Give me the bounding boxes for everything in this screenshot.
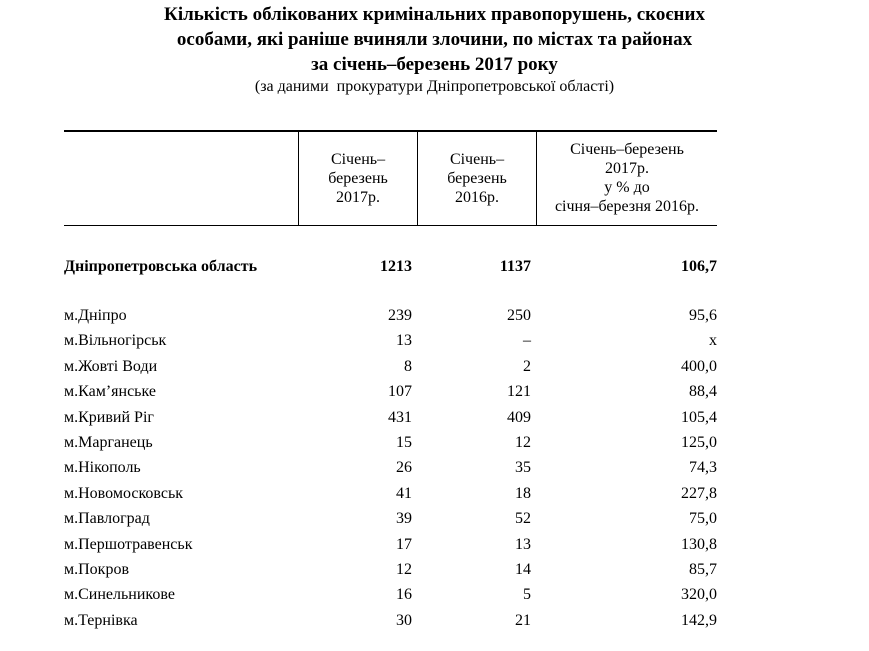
document-subtitle: (за даними прокуратури Дніпропетровської області) — [254, 78, 615, 95]
table-row — [64, 532, 717, 557]
row-value-2017: 107 — [388, 383, 412, 401]
row-value-2016: 12 — [515, 434, 531, 451]
row-value-percent: 106,7 — [681, 258, 717, 275]
row-value-2016: 52 — [515, 510, 531, 528]
row-value-2017: 431 — [388, 408, 412, 426]
table-row — [64, 582, 717, 607]
table-row — [64, 379, 717, 404]
header-col-percent-line: Січень–березень — [570, 141, 684, 158]
row-value-percent: х — [709, 332, 717, 350]
row-value-2017: 16 — [396, 586, 412, 604]
row-value-2017: 12 — [396, 561, 412, 578]
title-line-2: особами, які раніше вчиняли злочини, по містах та районах — [176, 29, 693, 50]
row-name: м.Новомосковськ — [64, 484, 184, 502]
row-name: м.Жовті Води — [64, 357, 158, 375]
row-value-2016: 121 — [507, 383, 531, 401]
row-value-2016: 409 — [507, 408, 531, 426]
row-value-percent: 400,0 — [681, 357, 717, 375]
row-value-2017: 13 — [396, 332, 412, 350]
row-name: м.Тернівка — [64, 611, 138, 629]
row-value-percent: 75,0 — [689, 510, 717, 528]
row-name: м.Павлоград — [64, 510, 150, 528]
title-line-1: Кількість облікованих кримінальних правопорушень, скоєних — [164, 4, 705, 25]
row-value-2017: 17 — [396, 535, 412, 553]
row-name: Дніпропетровська область — [64, 258, 258, 275]
row-name: м.Кам’янське — [64, 383, 156, 401]
header-col-2017-line: Січень– — [330, 150, 386, 168]
table-row — [64, 506, 717, 531]
row-value-percent: 95,6 — [689, 307, 717, 324]
header-col-percent — [537, 131, 717, 225]
table-row — [64, 303, 717, 328]
header-col-percent-line: січня–березня 2016р. — [554, 198, 700, 215]
header-col-2016 — [418, 131, 536, 225]
row-value-percent: 125,0 — [681, 434, 717, 451]
header-col-percent-line: у % до — [604, 179, 650, 196]
row-value-percent: 320,0 — [681, 586, 717, 604]
row-value-percent: 142,9 — [681, 611, 717, 629]
table-row — [64, 405, 717, 430]
table-row — [64, 354, 717, 379]
row-name: м.Марганець — [64, 434, 153, 451]
row-value-2016: 18 — [515, 484, 531, 502]
row-value-percent: 74,3 — [689, 459, 717, 477]
row-value-percent: 85,7 — [689, 561, 717, 578]
row-name: м.Кривий Ріг — [64, 408, 154, 426]
row-value-2017: 41 — [396, 484, 412, 502]
row-value-2016: 21 — [515, 611, 531, 629]
row-value-2016: – — [523, 332, 531, 350]
row-value-2017: 26 — [396, 459, 412, 477]
row-value-2017: 39 — [396, 510, 412, 528]
row-name: м.Синельникове — [64, 586, 175, 604]
row-value-percent: 88,4 — [689, 383, 717, 401]
row-value-2017: 1213 — [380, 258, 412, 275]
table-row — [64, 328, 717, 353]
row-value-2016: 250 — [507, 307, 531, 324]
row-value-2016: 1137 — [499, 258, 531, 275]
row-value-2016: 13 — [515, 535, 531, 553]
table-row — [64, 608, 717, 633]
row-value-2017: 30 — [396, 611, 412, 629]
title-line-3: за січень–березень 2017 року — [311, 54, 558, 75]
header-col-2016-line: 2016р. — [455, 188, 499, 206]
table-row-total — [64, 254, 717, 279]
row-name: м.Нікополь — [64, 459, 141, 477]
header-col-2016-line: Січень– — [449, 150, 505, 168]
document-title — [0, 2, 869, 77]
row-value-percent: 227,8 — [681, 484, 717, 502]
header-col-2017 — [299, 131, 417, 225]
row-value-percent: 130,8 — [681, 535, 717, 553]
table-row — [64, 430, 717, 455]
table-row — [64, 557, 717, 582]
header-col-percent-line: 2017р. — [605, 160, 649, 177]
row-value-2016: 35 — [515, 459, 531, 477]
header-col-2017-line: березень — [328, 169, 388, 187]
table-header-rule — [64, 225, 717, 226]
header-col-2017-line: 2017р. — [336, 188, 380, 206]
row-name: м.Першотравенськ — [64, 535, 193, 553]
row-name: м.Дніпро — [64, 307, 127, 324]
row-value-2016: 14 — [515, 561, 531, 578]
row-value-2016: 5 — [523, 586, 531, 604]
row-value-2016: 2 — [523, 357, 531, 375]
row-value-2017: 239 — [388, 307, 412, 324]
table-row — [64, 455, 717, 480]
row-name: м.Вільногірськ — [64, 332, 167, 350]
row-value-2017: 15 — [396, 434, 412, 451]
table-row — [64, 481, 717, 506]
row-value-2017: 8 — [404, 357, 412, 375]
row-name: м.Покров — [64, 561, 130, 578]
header-col-2016-line: березень — [447, 169, 507, 187]
row-value-percent: 105,4 — [681, 408, 717, 426]
